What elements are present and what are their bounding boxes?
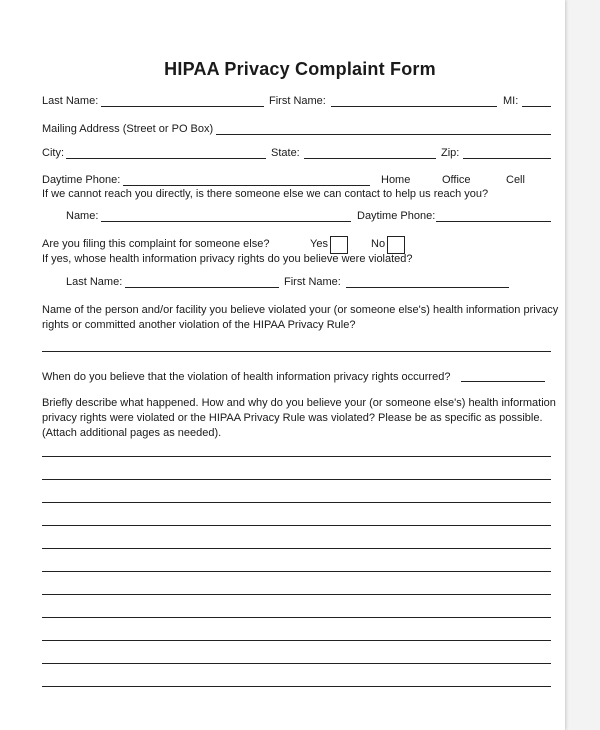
other-last-name-field[interactable] bbox=[125, 287, 279, 288]
violator-question-line1: Name of the person and/or facility you believe violated your (or someone else's) health information privacy bbox=[42, 304, 559, 316]
describe-line1: Briefly describe what happened. How and why do you believe your (or someone else's) health information bbox=[42, 397, 556, 409]
violator-question-line2: rights or committed another violation of the HIPAA Privacy Rule? bbox=[42, 319, 356, 331]
description-line[interactable] bbox=[42, 571, 551, 572]
description-line[interactable] bbox=[42, 525, 551, 526]
contact-phone-field[interactable] bbox=[436, 221, 551, 222]
zip-field[interactable] bbox=[463, 158, 551, 159]
describe-line2: privacy rights were violated or the HIPAA Privacy Rule was violated? Please be as specific as possible. bbox=[42, 412, 543, 424]
mi-label: MI: bbox=[503, 95, 519, 107]
description-line[interactable] bbox=[42, 686, 551, 687]
description-line[interactable] bbox=[42, 548, 551, 549]
first-name-label: First Name: bbox=[269, 95, 326, 107]
contact-name-field[interactable] bbox=[101, 221, 351, 222]
form-title: HIPAA Privacy Complaint Form bbox=[164, 59, 436, 79]
first-name-field[interactable] bbox=[331, 106, 497, 107]
state-label: State: bbox=[271, 147, 300, 159]
mailing-address-label: Mailing Address (Street or PO Box) bbox=[42, 123, 214, 135]
description-line[interactable] bbox=[42, 640, 551, 641]
whose-rights-question: If yes, whose health information privacy rights do you believe were violated? bbox=[42, 253, 413, 265]
other-first-name-label: First Name: bbox=[284, 276, 341, 288]
no-checkbox[interactable] bbox=[387, 236, 405, 254]
when-answer-field[interactable] bbox=[461, 381, 545, 382]
description-line[interactable] bbox=[42, 479, 551, 480]
violator-answer-line[interactable] bbox=[42, 351, 551, 352]
description-line[interactable] bbox=[42, 456, 551, 457]
mailing-address-field[interactable] bbox=[216, 134, 551, 135]
yes-checkbox[interactable] bbox=[330, 236, 348, 254]
filing-question: Are you filing this complaint for someone else? bbox=[42, 238, 270, 250]
description-line[interactable] bbox=[42, 617, 551, 618]
description-line[interactable] bbox=[42, 502, 551, 503]
last-name-field[interactable] bbox=[101, 106, 264, 107]
describe-line3: (Attach additional pages as needed). bbox=[42, 427, 222, 439]
city-label: City: bbox=[42, 147, 64, 159]
state-field[interactable] bbox=[304, 158, 436, 159]
when-question: When do you believe that the violation of health information privacy rights occurred? bbox=[42, 371, 451, 383]
phone-type-cell[interactable]: Cell bbox=[506, 174, 525, 186]
last-name-label: Last Name: bbox=[42, 95, 99, 107]
daytime-phone-field[interactable] bbox=[123, 185, 370, 186]
other-last-name-label: Last Name: bbox=[66, 276, 123, 288]
contact-phone-label: Daytime Phone: bbox=[357, 210, 436, 222]
description-line[interactable] bbox=[42, 663, 551, 664]
phone-type-office[interactable]: Office bbox=[442, 174, 471, 186]
other-first-name-field[interactable] bbox=[346, 287, 509, 288]
contact-question: If we cannot reach you directly, is there someone else we can contact to help us reach you? bbox=[42, 188, 489, 200]
mi-field[interactable] bbox=[522, 106, 551, 107]
zip-label: Zip: bbox=[441, 147, 460, 159]
city-field[interactable] bbox=[66, 158, 266, 159]
description-line[interactable] bbox=[42, 594, 551, 595]
contact-name-label: Name: bbox=[66, 210, 99, 222]
phone-type-home[interactable]: Home bbox=[381, 174, 411, 186]
daytime-phone-label: Daytime Phone: bbox=[42, 174, 121, 186]
yes-label: Yes bbox=[310, 238, 328, 250]
no-label: No bbox=[371, 238, 386, 250]
